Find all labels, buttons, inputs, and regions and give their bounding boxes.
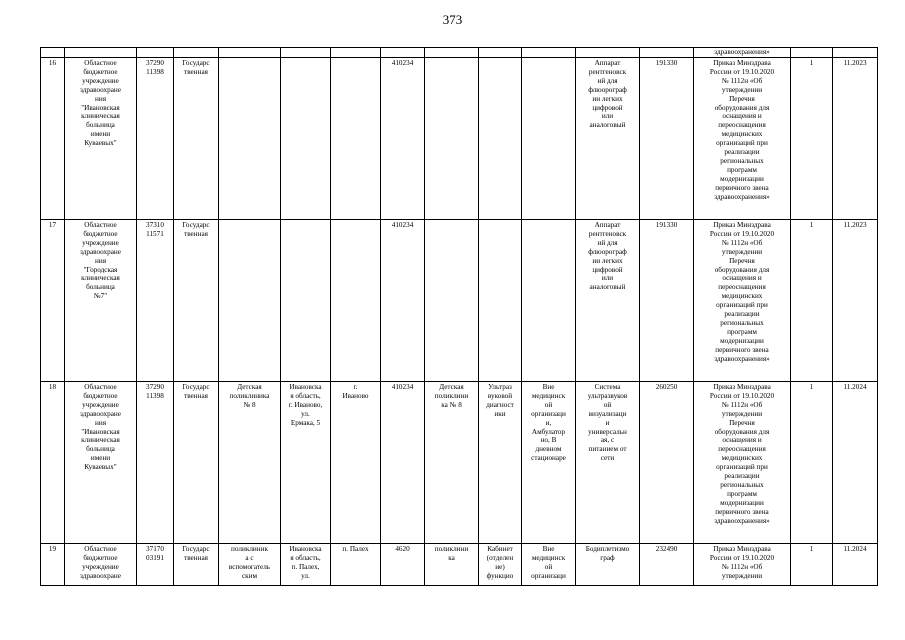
regulation-order-cell [694,220,791,382]
regulation-order: утверждении [721,85,763,94]
cabinet: Кабинет [487,545,513,553]
structural-unit: поликлини [434,545,469,553]
regulation-order: России от 19.10.2020 [709,229,775,238]
equipment-name: ии легких [592,256,623,265]
oktmo-code-cell [381,58,425,220]
equipment-name: ий для [597,76,618,85]
subdivision-address: ул. [301,409,310,418]
regulation-order: модернизации [720,336,764,345]
quantity-cell [791,220,833,382]
quantity-cell [791,544,833,586]
inn-code: 37310 [146,221,164,229]
ownership-form: твенная [184,391,208,400]
structural-unit: ка [448,553,455,562]
care-conditions: медицинск [531,391,566,400]
ownership-form-cell [174,220,219,382]
regulation-order: оборудования для [714,103,770,112]
equipment-code: 232490 [655,545,678,553]
organization-name-cell [65,220,137,382]
organization-name: Областное [84,221,117,229]
equipment-code: 191330 [655,59,678,67]
subdivision-name-cell [219,220,281,382]
cabinet-cell [479,220,522,382]
regulation-order: реализации [724,148,760,157]
quantity: 1 [809,59,814,67]
equipment-name: сети [600,454,615,463]
cabinet-cell [479,382,522,544]
subdivision-address: я область, [290,391,321,400]
organization-name: ния [95,256,106,265]
organization-name: больница [86,121,115,130]
table-row [41,544,878,586]
inn-code-cell [137,58,174,220]
equipment-name: ультразвуков [587,391,628,400]
equipment-name: и [605,418,610,427]
subdivision-name: поликлиника [229,391,270,400]
regulation-order: № 1112н «Об [721,400,763,409]
subdivision-name: Детская [237,383,262,391]
row-number-cell [41,220,65,382]
subdivision-address: Ивановска [289,545,322,553]
inn-code-cell [137,220,174,382]
care-conditions: Амбулатор [531,427,566,436]
locality-cell [331,220,381,382]
equipment-name: цифровой [592,103,623,112]
delivery-date: 11.2024 [843,383,867,391]
structural-unit: поликлини [434,391,469,400]
ownership-form: твенная [184,229,208,238]
equipment-name: аналоговый [589,283,626,292]
equipment-code-cell [640,382,694,544]
equipment-name: Система [594,383,621,391]
subdivision-address-cell [281,544,331,586]
row-number-cell [41,58,65,220]
care-conditions: организаци [531,571,566,580]
oktmo-code-cell [381,220,425,382]
regulation-order: оборудования для [714,427,770,436]
regulation-order: Перечня [729,418,755,427]
regulation-order: организаций при [716,139,768,148]
organization-name: бюджетное [83,553,118,562]
structural-unit-cell [425,382,479,544]
ownership-form: твенная [184,553,208,562]
regulation-order: программ [727,327,757,336]
organization-name: Областное [84,383,117,391]
regulation-order: программ [727,489,757,498]
locality-cell [331,544,381,586]
organization-name: Областное [84,545,117,553]
locality-cell [331,58,381,220]
regulation-order-cell [694,58,791,220]
delivery-date-cell [833,58,878,220]
equipment-code: 260250 [655,383,678,391]
equipment-name: рентгеновск [588,67,627,76]
cabinet-cell [479,544,522,586]
equipment-code: 191330 [655,221,678,229]
structural-unit-cell [425,58,479,220]
care-conditions-cell [522,382,576,544]
equipment-name: цифровой [592,265,623,274]
regulation-order: программ [727,165,757,174]
organization-name: учреждение [82,238,119,247]
cabinet: вуковой [487,391,513,400]
oktmo-code-cell [381,382,425,544]
delivery-date-cell [833,382,878,544]
subdivision-name-cell [219,58,281,220]
regulation-order: оснащения и [722,112,762,121]
equipment-name: или [601,112,614,121]
organization-name: ния [95,94,106,103]
regulation-order: региональных [720,156,764,165]
inn-code: 37290 [146,383,164,391]
cabinet: функцио [486,571,514,580]
row-number: 16 [48,59,57,67]
organization-name: Куваевых" [84,139,117,148]
subdivision-address-cell [281,382,331,544]
subdivision-address: Ермака, 5 [290,418,321,427]
subdivision-address: Ивановска [289,383,322,391]
equipment-name: ой [603,400,612,409]
care-conditions: ой [544,562,553,571]
quantity-cell [791,382,833,544]
organization-name: ния [95,418,106,427]
regulation-order: региональных [720,318,764,327]
cabinet: Ультраз [488,383,512,391]
organization-name: здравоохране [80,247,121,256]
care-conditions-cell [522,544,576,586]
regulation-order: России от 19.10.2020 [709,391,775,400]
subdivision-name: вспомогатель [228,562,271,571]
oktmo-code: 410234 [391,59,414,67]
care-conditions: медицинск [531,553,566,562]
regulation-order: № 1112н «Об [721,562,763,571]
regulation-order: организаций при [716,301,768,310]
order-tail: здравоохранения» [714,48,770,56]
delivery-date: 11.2023 [843,59,867,67]
equipment-code-cell [640,58,694,220]
care-conditions: но, В [540,436,557,445]
inn-code: 11398 [146,391,164,400]
row-number: 18 [48,383,57,391]
organization-name: клиническая [81,112,120,121]
regulation-order: утверждении [721,247,763,256]
regulation-order: России от 19.10.2020 [709,67,775,76]
regulation-order: Приказ Минздрава [713,383,771,391]
ownership-form-cell [174,382,219,544]
delivery-date: 11.2023 [843,221,867,229]
ownership-form-cell [174,544,219,586]
regulation-order: Приказ Минздрава [713,59,771,67]
regulation-order: утверждении [721,571,763,580]
organization-name: Областное [84,59,117,67]
equipment-code-cell [640,544,694,586]
subdivision-name: а с [245,553,254,562]
cabinet-cell [479,58,522,220]
care-conditions: стационаре [531,454,566,463]
regulation-order-cell [694,544,791,586]
regulation-order: здравоохранения» [714,192,770,201]
inn-code-cell [137,544,174,586]
equipment-name: ая, с [600,436,615,445]
inn-code: 03191 [146,553,164,562]
organization-name: имени [90,454,111,463]
oktmo-code: 410234 [391,383,414,391]
equipment-name: флюорограф [588,85,627,94]
regulation-order: утверждении [721,409,763,418]
subdivision-name-cell [219,382,281,544]
regulation-order: оснащения и [722,274,762,283]
cabinet: диагност [486,400,514,409]
equipment-name: флюорограф [588,247,627,256]
locality: п. Палех [342,545,369,553]
regulation-order: медицинских [721,292,763,301]
quantity: 1 [809,383,814,391]
organization-name: клиническая [81,274,120,283]
table-row [41,220,878,382]
inn-code: 11571 [146,229,164,238]
ownership-form: Государс [182,221,210,229]
subdivision-name: ским [241,571,258,580]
care-conditions-cell [522,220,576,382]
inn-code-cell [137,382,174,544]
delivery-date-cell [833,544,878,586]
subdivision-name-cell [219,544,281,586]
care-conditions: Вне [542,545,555,553]
regulation-order: оснащения и [722,436,762,445]
organization-name: "Ивановская [81,427,120,436]
regulation-order: Перечня [729,94,755,103]
regulation-order: организаций при [716,463,768,472]
care-conditions: ой [544,400,553,409]
subdivision-address: г. Иваново, [288,400,323,409]
regulation-order: Приказ Минздрава [713,545,771,553]
subdivision-address: я область, [290,553,321,562]
organization-name: имени [90,130,111,139]
row-number: 17 [48,221,57,229]
row-number-cell [41,382,65,544]
subdivision-address-cell [281,220,331,382]
organization-name-cell [65,544,137,586]
page-number: 373 [442,12,463,27]
organization-name: здравоохране [80,409,121,418]
subdivision-name: поликлиник [231,545,268,553]
cabinet: ие) [495,562,505,571]
equipment-name-cell [576,58,640,220]
care-conditions: организаци [531,409,566,418]
regulation-order: модернизации [720,498,764,507]
organization-name: учреждение [82,562,119,571]
organization-name: учреждение [82,400,119,409]
regulation-order: медицинских [721,454,763,463]
equipment-name-cell [576,220,640,382]
equipment-name: граф [600,553,615,562]
cabinet: (отделен [486,553,514,562]
equipment-name: визуализаци [588,409,627,418]
ownership-form-cell [174,58,219,220]
regulation-order: Перечня [729,256,755,265]
quantity: 1 [809,221,814,229]
care-conditions: дневном [535,445,562,454]
regulation-order: переоснащения [718,283,766,292]
regulation-order: первичного звена [715,345,769,354]
regulation-order: № 1112н «Об [721,238,763,247]
regulation-order: модернизации [720,174,764,183]
delivery-date-cell [833,220,878,382]
regulation-order: Приказ Минздрава [713,221,771,229]
equipment-name: ии легких [592,94,623,103]
subdivision-name: № 8 [243,400,256,409]
table-row [41,382,878,544]
quantity-cell [791,58,833,220]
regulation-order: переоснащения [718,121,766,130]
organization-name: бюджетное [83,67,118,76]
care-conditions: и, [545,418,552,427]
ownership-form: Государс [182,383,210,391]
regulation-order: региональных [720,480,764,489]
locality: г. [353,383,358,391]
regulation-order: реализации [724,310,760,319]
locality: Иваново [342,391,369,400]
ownership-form: Государс [182,59,210,67]
care-conditions-cell [522,58,576,220]
structural-unit: ка № 8 [441,400,462,409]
structural-unit-cell [425,544,479,586]
organization-name: здравоохране [80,571,121,580]
organization-name-cell [65,58,137,220]
regulation-order: переоснащения [718,445,766,454]
equipment-name: аналоговый [589,121,626,130]
organization-name: бюджетное [83,391,118,400]
structural-unit: Детская [439,383,464,391]
equipment-code-cell [640,220,694,382]
equipment-name-cell [576,382,640,544]
organization-name: больница [86,283,115,292]
ownership-form: Государс [182,545,210,553]
equipment-name: универсальн [588,427,627,436]
regulation-order: России от 19.10.2020 [709,553,775,562]
equipment-name: питанием от [588,445,627,454]
organization-name: "Городская [83,265,118,274]
regulation-order: здравоохранения» [714,516,770,525]
care-conditions: Вне [542,383,555,391]
organization-name: "Ивановская [81,103,120,112]
organization-name: здравоохране [80,85,121,94]
organization-name: учреждение [82,76,119,85]
delivery-date: 11.2024 [843,545,867,553]
organization-name: Куваевых" [84,463,117,472]
table-row [41,58,878,220]
regulation-order: реализации [724,472,760,481]
equipment-name: Аппарат [594,221,621,229]
organization-name: клиническая [81,436,120,445]
regulation-order: здравоохранения» [714,354,770,363]
organization-name: больница [86,445,115,454]
row-number: 19 [48,545,57,553]
regulation-order: первичного звена [715,507,769,516]
oktmo-code-cell [381,544,425,586]
regulation-order: № 1112н «Об [721,76,763,85]
quantity: 1 [809,545,814,553]
registry-table [40,47,878,586]
subdivision-address: п. Палех, [291,562,320,571]
continued-row [41,48,878,58]
regulation-order-cell [694,382,791,544]
structural-unit-cell [425,220,479,382]
subdivision-address: ул. [301,571,310,580]
equipment-name: ий для [597,238,618,247]
oktmo-code: 410234 [391,221,414,229]
cabinet: ики [494,409,506,418]
equipment-name-cell [576,544,640,586]
inn-code: 37290 [146,59,164,67]
organization-name-cell [65,382,137,544]
regulation-order: первичного звена [715,183,769,192]
equipment-name: Бодиплетизмо [585,545,630,553]
equipment-name: Аппарат [594,59,621,67]
locality-cell [331,382,381,544]
inn-code: 11398 [146,67,164,76]
inn-code: 37170 [146,545,164,553]
equipment-name: рентгеновск [588,229,627,238]
organization-name: бюджетное [83,229,118,238]
row-number-cell [41,544,65,586]
regulation-order: медицинских [721,130,763,139]
subdivision-address-cell [281,58,331,220]
regulation-order: оборудования для [714,265,770,274]
organization-name: №7" [93,292,108,301]
oktmo-code: 4620 [395,545,410,553]
equipment-name: или [601,274,614,283]
ownership-form: твенная [184,67,208,76]
